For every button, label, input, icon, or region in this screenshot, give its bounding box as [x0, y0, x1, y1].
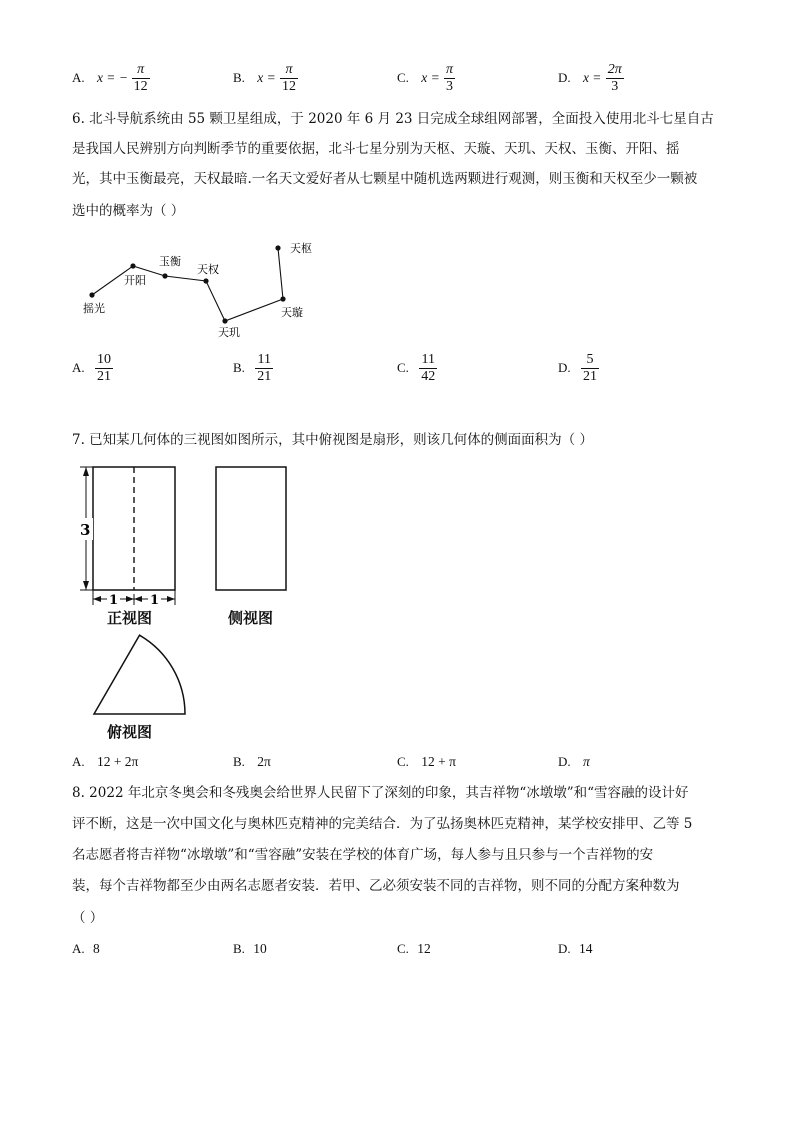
q8-option-c[interactable]: C. 12 — [397, 941, 431, 956]
q8-options — [72, 941, 712, 963]
q6-a-fraction: $\frac{10}{21}$ — [96, 352, 111, 385]
q7-text: 7. 已知某几何体的三视图如图所示，其中俯视图是扇形，则该几何体的侧面面积为（ ） — [72, 432, 593, 448]
q8-line-2: 评不断，这是一次中国文化与奥林匹克精神的完美结合．为了弘扬奥林匹克精神，某学校安排甲、乙等 5 — [72, 816, 693, 832]
side-view-rect — [216, 467, 286, 590]
label-tianji: 天玑 — [218, 326, 240, 339]
q6-line-3: 光，其中玉衡最亮，天权最暗.一名天文爱好者从七颗星中随机选两颗进行观测，则玉衡和天权至少一颗被 — [72, 171, 698, 187]
q6-line-2: 是我国人民辨别方向判断季节的重要依据，北斗七星分别为天枢、天璇、天玑、天权、玉衡、开阳、摇 — [72, 141, 680, 157]
q5-option-d[interactable]: D. x = $\frac{2\pi}{3}$ — [558, 62, 622, 95]
q7-option-b[interactable]: B. 2π — [233, 754, 271, 769]
width-label-right: 1 — [150, 593, 160, 608]
label-tianshu: 天枢 — [290, 242, 312, 255]
height-label: 3 — [80, 521, 91, 539]
side-view-caption: 侧视图 — [228, 609, 274, 627]
q7-option-c[interactable]: C. 12 + π — [397, 754, 456, 769]
q5-option-a[interactable]: A. x = − $\frac{\pi}{12}$ — [72, 62, 148, 95]
q7-options — [72, 754, 712, 776]
q6-option-c[interactable]: C. $\frac{11}{42}$ — [397, 352, 436, 385]
q5-b-fraction: $\frac{\pi}{12}$ — [282, 62, 296, 95]
label-yuheng: 玉衡 — [159, 255, 181, 268]
q5-a-fraction: $\frac{\pi}{12}$ — [133, 62, 148, 95]
label-kaiyang: 开阳 — [124, 274, 146, 287]
q6-b-fraction: $\frac{11}{21}$ — [257, 352, 272, 385]
q8-line-5: （ ） — [72, 910, 104, 926]
top-view-sector — [94, 635, 185, 714]
q6-option-a[interactable]: A. $\frac{10}{21}$ — [72, 352, 111, 385]
q7-option-d[interactable]: D. π — [558, 754, 590, 769]
q5-option-b[interactable]: B. x = $\frac{\pi}{12}$ — [233, 62, 296, 95]
q5-c-fraction: $\frac{\pi}{3}$ — [446, 62, 454, 95]
top-view-caption: 俯视图 — [107, 723, 153, 741]
q8-line-1: 8. 2022 年北京冬奥会和冬残奥会给世界人民留下了深刻的印象，其吉祥物“冰墩墩”和“雪容融的设计好 — [72, 785, 689, 801]
q8-option-a[interactable]: A. 8 — [72, 941, 100, 956]
height-arrow-top — [83, 467, 89, 476]
width-arrow-2 — [126, 596, 134, 602]
height-arrow-bottom — [83, 581, 89, 590]
q6-line-4: 选中的概率为（ ） — [72, 203, 185, 219]
width-arrow-1 — [93, 596, 101, 602]
q7-option-a[interactable]: A. 12 + 2π — [72, 754, 139, 769]
q5-option-c[interactable]: C. x = $\frac{\pi}{3}$ — [397, 62, 454, 95]
q6-line-1: 6. 北斗导航系统由 55 颗卫星组成，于 2020 年 6 月 23 日完成全球组网部署，全面投入使用北斗七星自古 — [72, 111, 714, 127]
q5-d-fraction: $\frac{2\pi}{3}$ — [607, 62, 622, 95]
width-arrow-4 — [167, 596, 175, 602]
width-label-left: 1 — [109, 593, 119, 608]
width-arrow-3 — [134, 596, 142, 602]
label-tianquan: 天权 — [197, 263, 219, 276]
q6-c-fraction: $\frac{11}{42}$ — [421, 352, 436, 385]
q6-option-d[interactable]: D. $\frac{5}{21}$ — [558, 352, 597, 385]
q6-d-fraction: $\frac{5}{21}$ — [582, 352, 597, 385]
q6-option-b[interactable]: B. $\frac{11}{21}$ — [233, 352, 272, 385]
q8-line-3: 名志愿者将吉祥物“冰墩墩”和“雪容融”安装在学校的体育广场，每人参与且只参与一个吉祥物的安 — [72, 847, 654, 863]
label-yaoguang: 摇光 — [83, 302, 105, 315]
label-tianxuan: 天璇 — [281, 306, 303, 319]
q8-option-d[interactable]: D. 14 — [558, 941, 593, 956]
q8-line-4: 装，每个吉祥物都至少由两名志愿者安装．若甲、乙必须安装不同的吉祥物，则不同的分配方案种数为 — [72, 878, 680, 894]
front-view-caption: 正视图 — [107, 609, 153, 627]
q8-option-b[interactable]: B. 10 — [233, 941, 267, 956]
